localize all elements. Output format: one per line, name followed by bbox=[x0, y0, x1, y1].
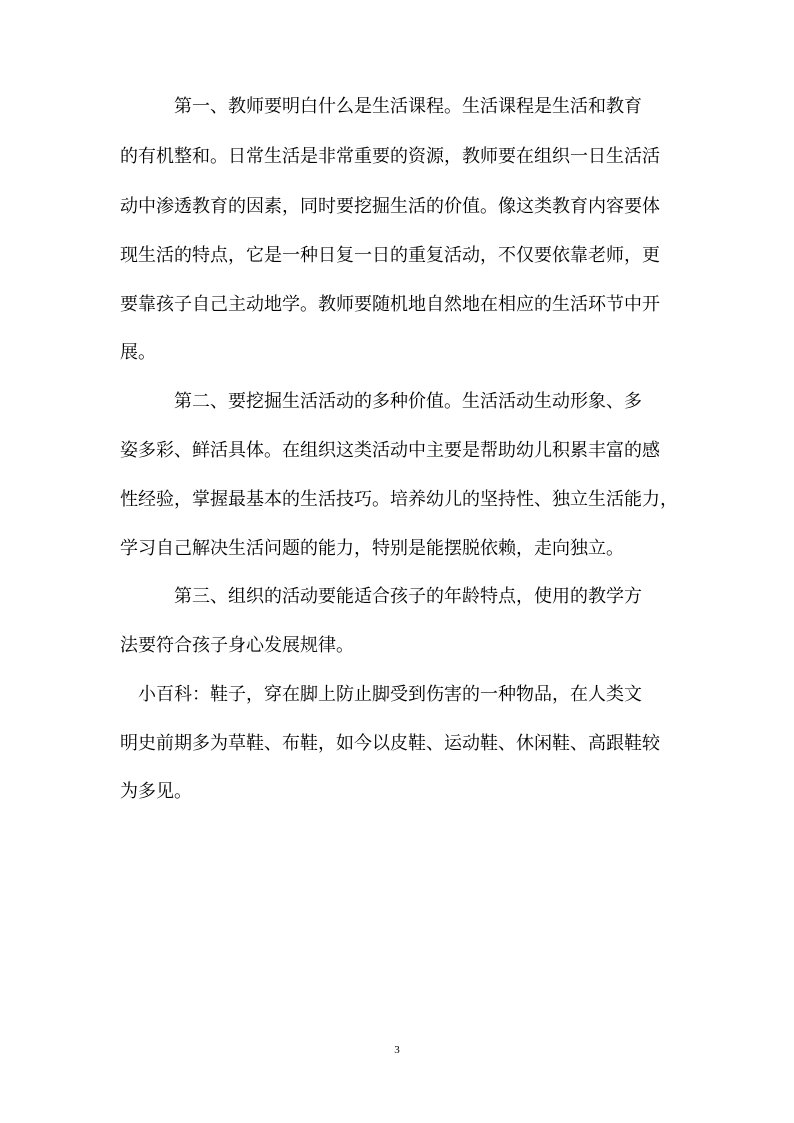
paragraph-4-line-3: 为多见。 bbox=[120, 781, 192, 802]
paragraph-2-line-1: 第二、要挖掘生活活动的多种价值。生活活动生动形象、多 bbox=[120, 391, 642, 412]
paragraph-3-line-2: 法要符合孩子身心发展规律。 bbox=[120, 635, 354, 656]
paragraph-1-line-6: 展。 bbox=[120, 342, 156, 363]
paragraph-3-line-1: 第三、组织的活动要能适合孩子的年龄特点，使用的教学方 bbox=[120, 586, 642, 607]
page-number: 3 bbox=[394, 1044, 400, 1056]
paragraph-4-line-2: 明史前期多为草鞋、布鞋，如今以皮鞋、运动鞋、休闲鞋、高跟鞋较 bbox=[120, 733, 660, 754]
paragraph-1-line-5: 要靠孩子自己主动地学。教师要随机地自然地在相应的生活环节中开 bbox=[120, 294, 660, 315]
paragraph-2-line-3: 性经验，掌握最基本的生活技巧。培养幼儿的坚持性、独立生活能力， bbox=[120, 489, 678, 510]
paragraph-1-line-1: 第一、教师要明白什么是生活课程。生活课程是生活和教育 bbox=[120, 96, 642, 117]
paragraph-2-line-4: 学习自己解决生活问题的能力，特别是能摆脱依赖，走向独立。 bbox=[120, 538, 624, 559]
paragraph-1-line-2: 的有机整和。日常生活是非常重要的资源，教师要在组织一日生活活 bbox=[120, 146, 660, 167]
paragraph-1-line-4: 现生活的特点，它是一种日复一日的重复活动，不仅要依靠老师，更 bbox=[120, 245, 660, 266]
paragraph-1-line-3: 动中渗透教育的因素，同时要挖掘生活的价值。像这类教育内容要体 bbox=[120, 196, 660, 217]
paragraph-4-line-1: 小百科：鞋子，穿在脚上防止脚受到伤害的一种物品，在人类文 bbox=[120, 684, 642, 705]
paragraph-2-line-2: 姿多彩、鲜活具体。在组织这类活动中主要是帮助幼儿积累丰富的感 bbox=[120, 440, 660, 461]
